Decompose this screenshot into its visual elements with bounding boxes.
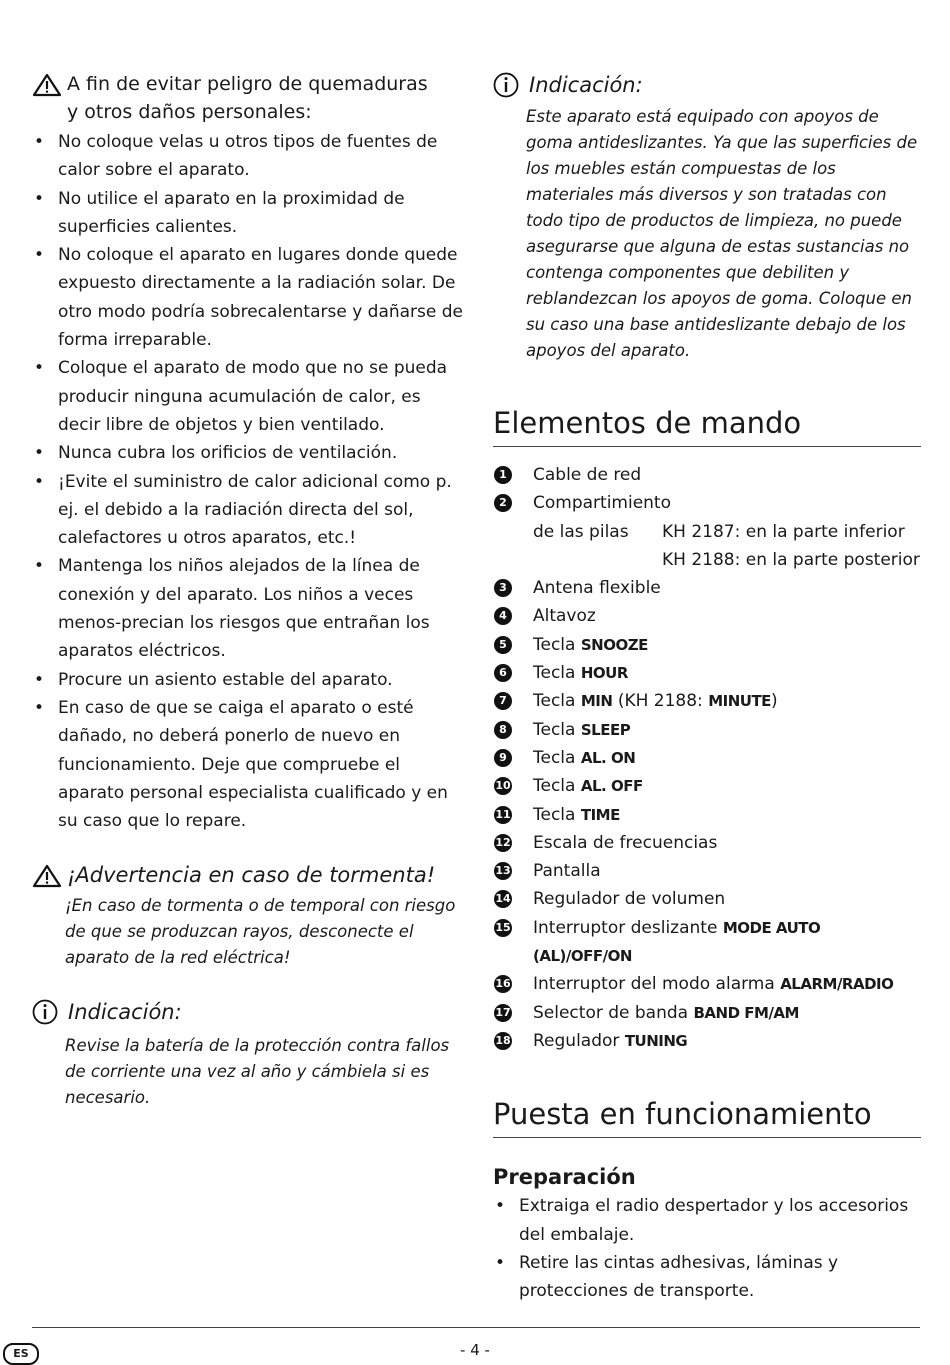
controls-section: [493, 404, 921, 1055]
number-badge: 13: [494, 862, 512, 880]
number-badge: 3: [494, 579, 512, 597]
rubber-feet-note: [493, 70, 921, 364]
item-text: Cable de red: [533, 465, 642, 485]
number-badge: 11: [494, 806, 512, 824]
list-item: [493, 999, 921, 1027]
list-item: • Retire las cintas adhesivas, láminas y protecciones de transporte.: [493, 1249, 921, 1306]
item-text: Altavoz: [533, 606, 596, 627]
item-text: Pantalla: [533, 861, 601, 882]
battery-note-title-text: Indicación:: [68, 1000, 182, 1025]
warning-triangle-icon: [32, 73, 62, 97]
key-label: ALARM/RADIO: [780, 975, 894, 994]
controls-heading: Elementos de mando: [493, 404, 921, 447]
list-item: • ¡Evite el suministro de calor adicional como p. ej. el debido a la radiación directa del sol, calefactores u otros aparatos, etc.!: [32, 468, 464, 553]
number-badge: 7: [494, 692, 512, 710]
list-item: [493, 970, 921, 998]
item-text: Regulador de volumen: [533, 889, 726, 910]
list-item: [493, 461, 921, 489]
burn-warning-list: [32, 128, 464, 835]
battery-label: de las pilas: [533, 521, 629, 542]
battery-location-2188: KH 2188: en la parte posterior: [662, 549, 920, 570]
number-badge: 1: [494, 466, 512, 484]
item-text: (KH 2188:: [612, 691, 709, 712]
number-badge: 14: [494, 890, 512, 908]
burn-warning-title-line1: A fin de evitar peligro de quemaduras: [67, 73, 428, 95]
list-item: [493, 772, 921, 800]
info-icon: [493, 72, 519, 98]
list-item: [493, 801, 921, 829]
item-text: ): [770, 691, 778, 712]
list-item: [493, 574, 921, 602]
key-label: TIME: [580, 805, 620, 824]
item-text: Tecla: [533, 747, 581, 768]
item-text: Interruptor del modo alarma: [533, 974, 781, 995]
number-badge: 12: [494, 834, 512, 852]
key-label: MODE AUTO (AL)/OFF/ON: [533, 918, 821, 966]
item-text: Escala de frecuencias: [533, 832, 718, 853]
page-number: - 4 -: [460, 1341, 490, 1359]
list-item: [493, 602, 921, 630]
list-item: [493, 914, 921, 971]
item-text: Tecla: [533, 691, 581, 712]
rubber-feet-note-title: [493, 70, 921, 100]
number-badge: 17: [494, 1004, 512, 1022]
key-label: BAND FM/AM: [693, 1003, 799, 1022]
key-label: MIN: [580, 692, 613, 711]
list-item: [493, 829, 921, 857]
battery-note-body: Revise la batería de la protección contra fallos de corriente una vez al año y cámbiela si es necesario.: [65, 1036, 450, 1108]
list-item: [493, 489, 921, 574]
list-item: [493, 659, 921, 687]
footer-divider: [32, 1327, 920, 1328]
number-badge: 15: [494, 919, 512, 937]
right-column: [493, 70, 921, 1305]
burn-warning-title: [32, 70, 464, 126]
item-text: Interruptor deslizante: [533, 917, 723, 938]
list-item: • No utilice el aparato en la proximidad de superficies calientes.: [32, 185, 464, 242]
rubber-feet-note-body: Este aparato está equipado con apoyos de goma antideslizantes. Ya que las superficies de los muebles están compuestas de los materiales más diversos y son tratadas con todo tipo de productos de limpieza, no puede asegurarse que alguna de estas sustancias no contenga componentes que debiliten y reblandezcan los apoyos de goma. Coloque en su caso una base antideslizante debajo de los apoyos del aparato.: [526, 107, 918, 360]
item-text: Tecla: [533, 663, 581, 684]
number-badge: 9: [494, 749, 512, 767]
key-label: AL. OFF: [580, 777, 643, 796]
startup-heading: Puesta en funcionamiento: [493, 1095, 921, 1138]
number-badge: 8: [494, 721, 512, 739]
list-item: • Mantenga los niños alejados de la línea de conexión y del aparato. Los niños a veces menos-precian los riesgos que entrañan los aparatos eléctricos.: [32, 552, 464, 665]
warning-triangle-icon: [32, 864, 62, 888]
number-badge: 18: [494, 1032, 512, 1050]
list-item: [493, 1027, 921, 1055]
storm-warning: [32, 861, 464, 971]
preparation-subheading: Preparación: [493, 1165, 636, 1190]
number-badge: 16: [494, 975, 512, 993]
key-label: MINUTE: [708, 692, 771, 711]
list-item: [493, 857, 921, 885]
list-item: • Procure un asiento estable del aparato.: [32, 666, 464, 694]
battery-note-title: [32, 997, 464, 1027]
list-item: [493, 687, 921, 715]
list-item: • Nunca cubra los orificios de ventilación.: [32, 439, 464, 467]
item-text: Tecla: [533, 776, 581, 797]
number-badge: 10: [494, 777, 512, 795]
item-text: Tecla: [533, 804, 581, 825]
list-item: • No coloque velas u otros tipos de fuentes de calor sobre el aparato.: [32, 128, 464, 185]
list-item: • No coloque el aparato en lugares donde quede expuesto directamente a la radiación solar. De otro modo podría sobrecalentarse y dañarse de forma irreparable.: [32, 241, 464, 354]
item-text: Tecla: [533, 719, 581, 740]
key-label: SNOOZE: [580, 635, 648, 654]
number-badge: 6: [494, 664, 512, 682]
item-text: Tecla: [533, 634, 581, 655]
list-item: [493, 885, 921, 913]
battery-note: [32, 997, 464, 1111]
storm-warning-body: ¡En caso de tormenta o de temporal con riesgo de que se produzcan rayos, desconecte el aparato de la red eléctrica!: [65, 896, 456, 968]
key-label: SLEEP: [580, 720, 631, 739]
left-column: [32, 70, 464, 1111]
preparation-list: [493, 1192, 921, 1305]
item-text: Regulador: [533, 1030, 625, 1051]
controls-list: [493, 461, 921, 1055]
storm-warning-title-text: ¡Advertencia en caso de tormenta!: [67, 863, 436, 888]
key-label: AL. ON: [580, 748, 636, 767]
list-item: [493, 744, 921, 772]
number-badge: 5: [494, 636, 512, 654]
list-item: • En caso de que se caiga el aparato o esté dañado, no deberá ponerlo de nuevo en funcionamiento. Deje que compruebe el aparato personal especialista cualificado y en su caso que lo repare.: [32, 694, 464, 835]
battery-row: [533, 546, 921, 574]
battery-location-2187: KH 2187: en la parte inferior: [662, 521, 905, 542]
key-label: HOUR: [580, 664, 628, 683]
item-text: Antena flexible: [533, 578, 661, 599]
list-item: [493, 716, 921, 744]
battery-row: [533, 518, 921, 546]
number-badge: 4: [494, 607, 512, 625]
burn-warning-title-line2: y otros daños personales:: [67, 101, 312, 123]
item-text: Compartimiento: [533, 493, 672, 514]
number-badge: 2: [494, 494, 512, 512]
info-icon: [32, 999, 58, 1025]
list-item: [493, 631, 921, 659]
list-item: • Coloque el aparato de modo que no se pueda producir ninguna acumulación de calor, es decir libre de objetos y bien ventilado.: [32, 354, 464, 439]
language-badge: ES: [3, 1343, 39, 1365]
item-text: Selector de banda: [533, 1002, 694, 1023]
rubber-feet-note-title-text: Indicación:: [529, 73, 643, 97]
key-label: TUNING: [624, 1031, 688, 1050]
list-item: • Extraiga el radio despertador y los accesorios del embalaje.: [493, 1192, 921, 1249]
startup-section: [493, 1095, 921, 1305]
storm-warning-title: [32, 861, 464, 889]
